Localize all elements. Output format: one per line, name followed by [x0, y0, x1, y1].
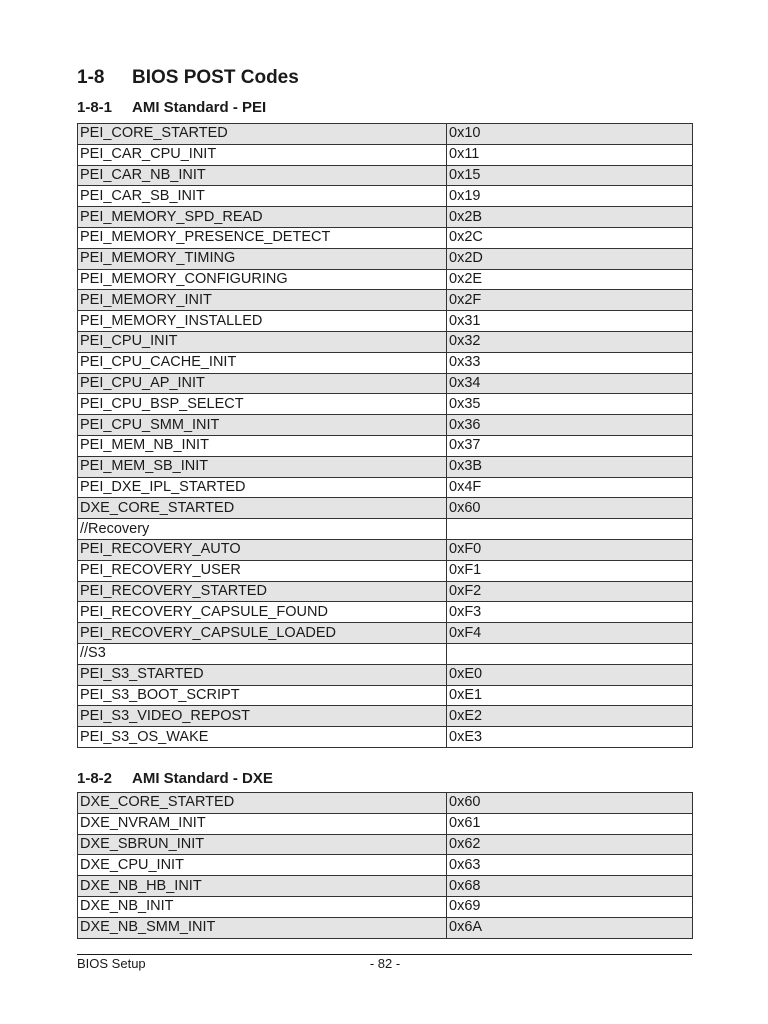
post-code-value: 0x2B: [447, 207, 693, 228]
post-code-name: DXE_NVRAM_INIT: [78, 813, 447, 834]
post-code-value: 0xF0: [447, 539, 693, 560]
table-row: [78, 144, 693, 165]
post-code-name: PEI_CPU_AP_INIT: [78, 373, 447, 394]
post-code-name: PEI_MEMORY_SPD_READ: [78, 207, 447, 228]
table-row: [78, 456, 693, 477]
post-code-name: PEI_MEM_NB_INIT: [78, 435, 447, 456]
dxe-table-body: [78, 793, 693, 939]
post-code-name: DXE_CORE_STARTED: [78, 498, 447, 519]
post-code-name: DXE_NB_INIT: [78, 896, 447, 917]
post-code-value: 0x2E: [447, 269, 693, 290]
post-code-value: [447, 643, 693, 664]
post-code-name: PEI_MEM_SB_INIT: [78, 456, 447, 477]
post-code-name: DXE_CORE_STARTED: [78, 793, 447, 814]
post-code-value: 0x3B: [447, 456, 693, 477]
post-code-name: PEI_DXE_IPL_STARTED: [78, 477, 447, 498]
post-code-name: PEI_RECOVERY_CAPSULE_LOADED: [78, 623, 447, 644]
post-code-value: 0xE0: [447, 664, 693, 685]
table-row: [78, 415, 693, 436]
post-code-value: 0x2F: [447, 290, 693, 311]
post-code-name: PEI_CORE_STARTED: [78, 124, 447, 145]
pei-post-code-table: [77, 123, 693, 748]
table-row: [78, 685, 693, 706]
post-code-value: 0xF3: [447, 602, 693, 623]
post-code-value: 0x11: [447, 144, 693, 165]
post-code-name: PEI_CPU_CACHE_INIT: [78, 352, 447, 373]
table-row: [78, 290, 693, 311]
post-code-value: [447, 519, 693, 540]
table-row: [78, 352, 693, 373]
post-code-name: DXE_CPU_INIT: [78, 855, 447, 876]
post-code-name: PEI_CAR_CPU_INIT: [78, 144, 447, 165]
post-code-name: PEI_CPU_INIT: [78, 331, 447, 352]
post-code-name: PEI_RECOVERY_AUTO: [78, 539, 447, 560]
post-code-value: 0xF2: [447, 581, 693, 602]
post-code-value: 0x31: [447, 311, 693, 332]
dxe-post-code-table: [77, 792, 693, 939]
post-code-name: PEI_CPU_BSP_SELECT: [78, 394, 447, 415]
section-number: 1-8: [77, 67, 105, 88]
post-code-value: 0x2C: [447, 227, 693, 248]
post-code-name: PEI_CPU_SMM_INIT: [78, 415, 447, 436]
post-code-value: 0x6A: [447, 917, 693, 938]
pei-table-body: [78, 124, 693, 748]
post-code-value: 0x37: [447, 435, 693, 456]
section-title: BIOS POST Codes: [132, 67, 299, 88]
pei-subsection-number: 1-8-1: [77, 99, 113, 116]
post-code-value: 0x62: [447, 834, 693, 855]
post-code-name: PEI_MEMORY_TIMING: [78, 248, 447, 269]
table-row: [78, 560, 693, 581]
post-code-value: 0xF1: [447, 560, 693, 581]
post-code-value: 0xE3: [447, 727, 693, 748]
table-row: [78, 706, 693, 727]
table-row: [78, 813, 693, 834]
post-code-value: 0x68: [447, 876, 693, 897]
post-code-value: 0x10: [447, 124, 693, 145]
footer-rule: [77, 954, 692, 955]
post-code-name: PEI_RECOVERY_STARTED: [78, 581, 447, 602]
dxe-subsection-number: 1-8-2: [77, 770, 113, 787]
table-row: [78, 498, 693, 519]
dxe-subsection-title: AMI Standard - DXE: [132, 770, 273, 787]
post-code-value: 0x15: [447, 165, 693, 186]
post-code-name: PEI_S3_STARTED: [78, 664, 447, 685]
table-row: [78, 855, 693, 876]
table-row: [78, 373, 693, 394]
post-code-value: 0x63: [447, 855, 693, 876]
table-row: [78, 834, 693, 855]
post-code-value: 0xF4: [447, 623, 693, 644]
table-row: [78, 539, 693, 560]
table-row: [78, 311, 693, 332]
post-code-value: 0x69: [447, 896, 693, 917]
table-row: [78, 727, 693, 748]
table-row: [78, 435, 693, 456]
table-row: [78, 643, 693, 664]
post-code-name: PEI_S3_VIDEO_REPOST: [78, 706, 447, 727]
table-row: [78, 227, 693, 248]
post-code-value: 0x2D: [447, 248, 693, 269]
post-code-value: 0x36: [447, 415, 693, 436]
post-code-value: 0x32: [447, 331, 693, 352]
table-row: [78, 165, 693, 186]
post-code-name: PEI_S3_OS_WAKE: [78, 727, 447, 748]
post-code-value: 0x33: [447, 352, 693, 373]
post-code-name: //S3: [78, 643, 447, 664]
post-code-name: DXE_NB_HB_INIT: [78, 876, 447, 897]
post-code-value: 0xE1: [447, 685, 693, 706]
table-row: [78, 477, 693, 498]
table-row: [78, 896, 693, 917]
post-code-name: PEI_MEMORY_CONFIGURING: [78, 269, 447, 290]
table-row: [78, 248, 693, 269]
post-code-name: PEI_MEMORY_INSTALLED: [78, 311, 447, 332]
post-code-value: 0xE2: [447, 706, 693, 727]
footer-label: BIOS Setup: [77, 956, 146, 971]
table-row: [78, 581, 693, 602]
dxe-subsection-heading: [77, 770, 273, 787]
table-row: [78, 876, 693, 897]
post-code-name: PEI_MEMORY_PRESENCE_DETECT: [78, 227, 447, 248]
post-code-name: PEI_MEMORY_INIT: [78, 290, 447, 311]
pei-subsection-title: AMI Standard - PEI: [132, 99, 267, 116]
post-code-name: PEI_CAR_NB_INIT: [78, 165, 447, 186]
post-code-value: 0x60: [447, 793, 693, 814]
table-row: [78, 917, 693, 938]
table-row: [78, 623, 693, 644]
post-code-name: PEI_RECOVERY_CAPSULE_FOUND: [78, 602, 447, 623]
table-row: [78, 602, 693, 623]
post-code-value: 0x61: [447, 813, 693, 834]
post-code-name: //Recovery: [78, 519, 447, 540]
post-code-name: PEI_CAR_SB_INIT: [78, 186, 447, 207]
post-code-value: 0x60: [447, 498, 693, 519]
post-code-name: PEI_RECOVERY_USER: [78, 560, 447, 581]
post-code-name: DXE_NB_SMM_INIT: [78, 917, 447, 938]
section-heading: [77, 67, 299, 89]
table-row: [78, 793, 693, 814]
post-code-value: 0x35: [447, 394, 693, 415]
post-code-name: DXE_SBRUN_INIT: [78, 834, 447, 855]
table-row: [78, 664, 693, 685]
pei-subsection-heading: [77, 99, 266, 116]
table-row: [78, 207, 693, 228]
post-code-value: 0x34: [447, 373, 693, 394]
page-number: - 82 -: [369, 956, 401, 971]
table-row: [78, 331, 693, 352]
table-row: [78, 124, 693, 145]
table-row: [78, 519, 693, 540]
post-code-value: 0x19: [447, 186, 693, 207]
post-code-value: 0x4F: [447, 477, 693, 498]
table-row: [78, 186, 693, 207]
table-row: [78, 269, 693, 290]
post-code-name: PEI_S3_BOOT_SCRIPT: [78, 685, 447, 706]
table-row: [78, 394, 693, 415]
